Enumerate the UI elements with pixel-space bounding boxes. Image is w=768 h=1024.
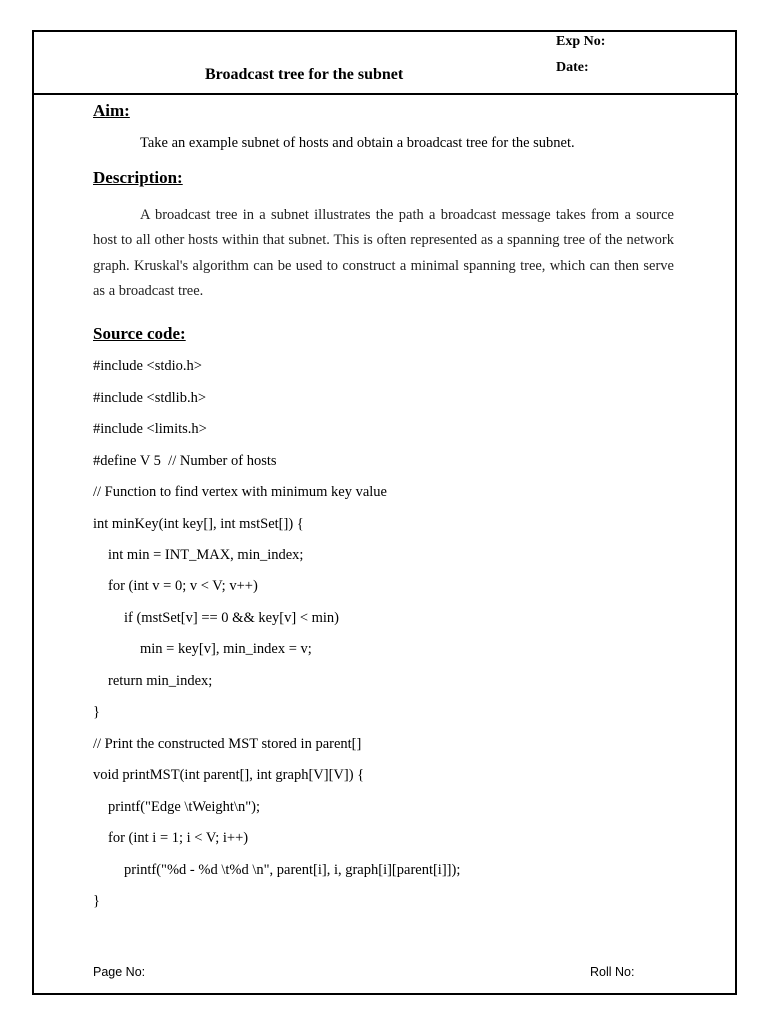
code-line: int min = INT_MAX, min_index; [108,547,304,563]
code-line: void printMST(int parent[], int graph[V][V]) { [93,767,365,783]
exp-no-label: Exp No: [556,34,606,49]
code-line: // Function to find vertex with minimum key value [93,484,387,500]
code-line: #define V 5 // Number of hosts [93,453,277,469]
code-line: #include <stdlib.h> [93,390,207,406]
page-title: Broadcast tree for the subnet [205,66,404,83]
header-divider [32,93,738,95]
code-line: } [93,704,100,720]
page-no-label: Page No: [93,965,146,979]
code-line: } [93,893,100,909]
code-line: #include <stdio.h> [93,358,202,374]
code-line: for (int v = 0; v < V; v++) [108,578,258,594]
roll-no-label: Roll No: [590,965,635,979]
code-line: if (mstSet[v] == 0 && key[v] < min) [124,610,340,626]
code-line: for (int i = 1; i < V; i++) [108,830,249,846]
description-heading: Description: [93,168,183,187]
source-code-heading: Source code: [93,324,186,343]
code-line: int minKey(int key[], int mstSet[]) { [93,516,304,532]
code-line: return min_index; [108,673,213,689]
code-line: min = key[v], min_index = v; [140,641,312,657]
code-line: // Print the constructed MST stored in parent[] [93,736,362,752]
code-line: #include <limits.h> [93,421,207,437]
aim-heading: Aim: [93,101,130,120]
code-line: printf("%d - %d \t%d \n", parent[i], i, graph[i][parent[i]]); [124,862,461,878]
description-text: A broadcast tree in a subnet illustrates the path a broadcast message takes from a source host to all other hosts within that subnet. This is often represented as a spanning tree of the network graph. Kruskal's algorithm can be used to construct a minimal spanning tree, which can then serve as a broadcast tree. [93,207,674,299]
date-label: Date: [556,60,589,75]
aim-text: Take an example subnet of hosts and obtain a broadcast tree for the subnet. [140,135,575,151]
code-line: printf("Edge \tWeight\n"); [108,799,261,815]
